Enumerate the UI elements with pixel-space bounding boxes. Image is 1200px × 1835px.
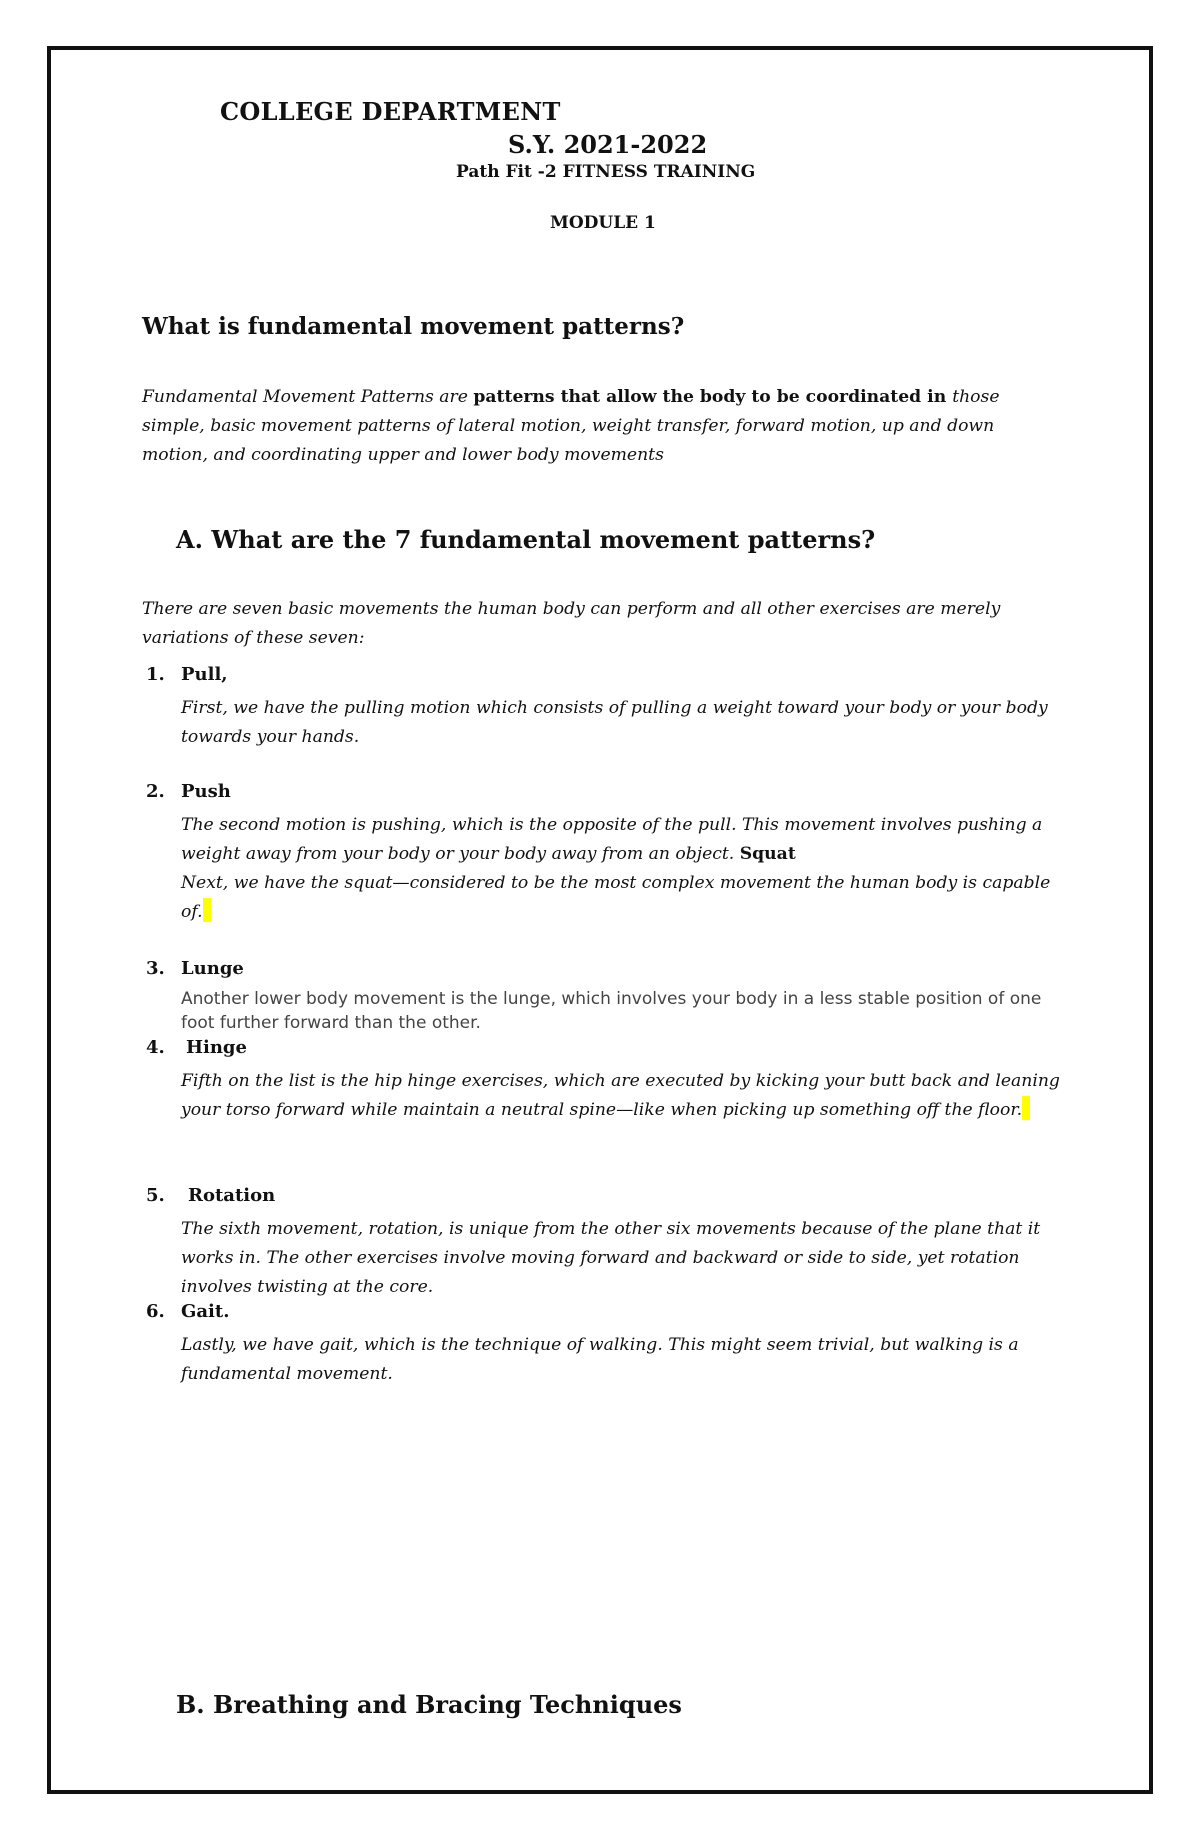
squat-body-text: Next, we have the squat—considered to be the most complex movement the human body is capable of. [181,873,1051,922]
intro-text-b: those simple, basic movement patterns of lateral motion, weight transfer, forward motion, up and down motion, and coordinating upper and lower body movements [142,387,1000,466]
list-body: The sixth movement, rotation, is unique from the other six movements because of the plane that it works in. The other exercises involve moving forward and backward or side to side, yet rotation involves twisting at the core. [181,1219,1041,1297]
highlight-mark [1022,1096,1030,1120]
list-number: 4. [146,1037,165,1058]
highlight-mark [203,898,211,922]
list-body [181,1067,1061,1125]
list-number: 6. [146,1301,165,1322]
list-title: Gait. [181,1301,230,1322]
squat-inline-title: Squat [739,844,796,864]
intro-text-a: Fundamental Movement Patterns are [142,387,474,408]
list-body: Another lower body movement is the lunge, which involves your body in a less stable position of one foot further forward than the other. [181,989,1042,1033]
push-body-text: The second motion is pushing, which is the opposite of the pull. This movement involves pushing a weight away from your body or your body away from an object. [181,815,1043,864]
list-title: Lunge [181,958,244,979]
section-a-heading: A. What are the 7 fundamental movement patterns? [176,525,876,554]
intro-question: What is fundamental movement patterns? [142,313,685,340]
list-title: Pull, [181,664,228,685]
section-a-intro: There are seven basic movements the human body can perform and all other exercises are merely variations of these seven: [142,599,1001,649]
list-body [181,811,1061,927]
list-body: First, we have the pulling motion which consists of pulling a weight toward your body or your body towards your hands. [181,698,1048,747]
list-number: 3. [146,958,165,979]
section-b-heading: B. Breathing and Bracing Techniques [176,1690,682,1719]
module-label: MODULE 1 [550,213,656,233]
school-year: S.Y. 2021-2022 [508,130,708,159]
list-title: Hinge [186,1037,247,1058]
list-number: 1. [146,664,165,685]
intro-paragraph [142,383,1042,470]
department-title: COLLEGE DEPARTMENT [220,97,561,126]
list-body: Lastly, we have gait, which is the technique of walking. This might seem trivial, but walking is a fundamental movement. [181,1335,1019,1384]
hinge-body-text: Fifth on the list is the hip hinge exercises, which are executed by kicking your butt back and leaning your torso forward while maintain a neutral spine—like when picking up something off the floor. [181,1071,1060,1120]
list-title: Rotation [188,1185,276,1206]
intro-text-bold: patterns that allow the body to be coordinated in [473,387,953,408]
list-number: 2. [146,781,165,802]
list-title: Push [181,781,231,802]
list-number: 5. [146,1185,165,1206]
course-title: Path Fit -2 FITNESS TRAINING [456,162,756,182]
